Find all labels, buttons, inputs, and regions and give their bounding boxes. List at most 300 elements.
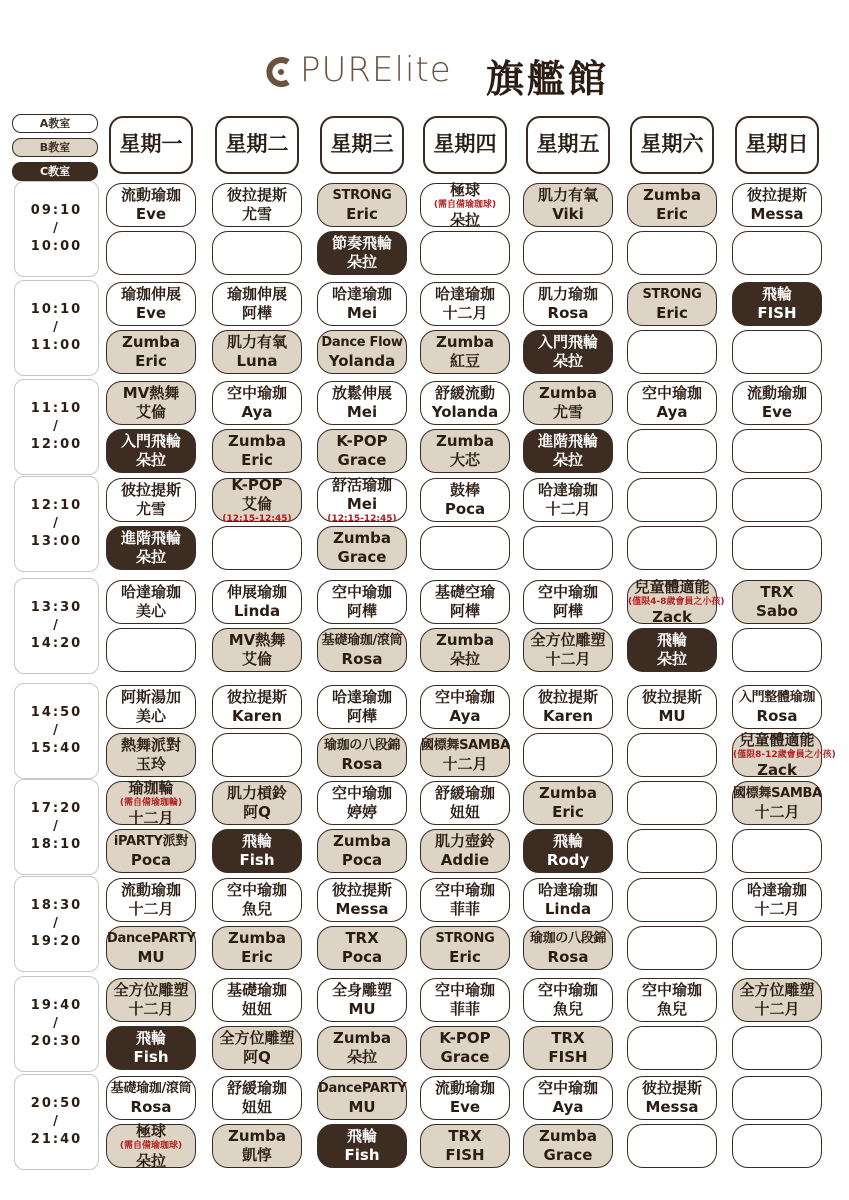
teacher-name: Rody xyxy=(546,851,590,869)
class-name: 彼拉提斯 xyxy=(537,688,598,706)
class-pill[interactable] xyxy=(212,1124,302,1168)
teacher-name: 十二月 xyxy=(754,900,800,918)
empty-slot xyxy=(732,829,822,873)
class-pill[interactable] xyxy=(420,685,510,729)
class-pill[interactable] xyxy=(317,231,407,275)
class-pill[interactable] xyxy=(212,330,302,374)
room-legend xyxy=(12,114,98,186)
class-pill[interactable] xyxy=(317,580,407,624)
class-name: 舒緩流動 xyxy=(434,384,495,402)
class-name: 哈達瑜珈 xyxy=(331,688,392,706)
teacher-name: 紅豆 xyxy=(449,352,480,370)
time-start: 11:10 xyxy=(30,401,83,416)
teacher-name: 美心 xyxy=(135,602,166,620)
teacher-name: 朵拉 xyxy=(135,548,166,566)
teacher-name: 朵拉 xyxy=(346,1048,377,1066)
class-pill[interactable] xyxy=(106,685,196,729)
class-pill[interactable] xyxy=(732,183,822,227)
class-pill[interactable] xyxy=(106,526,196,570)
class-name: 哈達瑜珈 xyxy=(537,481,598,499)
class-pill[interactable] xyxy=(317,829,407,873)
time-slot xyxy=(14,181,99,277)
time-slot xyxy=(14,779,99,875)
empty-slot xyxy=(420,526,510,570)
class-pill[interactable] xyxy=(317,429,407,473)
class-pill[interactable] xyxy=(106,330,196,374)
teacher-name: 婷婷 xyxy=(346,803,377,821)
time-end: 21:40 xyxy=(30,1132,83,1147)
teacher-name: Addie xyxy=(440,851,490,869)
empty-slot xyxy=(627,781,717,825)
class-pill[interactable] xyxy=(317,475,407,524)
teacher-name: 十二月 xyxy=(128,900,174,918)
teacher-name: Eve xyxy=(449,1098,481,1116)
class-pill[interactable] xyxy=(523,1026,613,1070)
class-name: 彼拉提斯 xyxy=(226,186,287,204)
teacher-name: 朵拉 xyxy=(552,352,583,370)
class-name: 舒緩瑜珈 xyxy=(226,1079,287,1097)
class-pill[interactable] xyxy=(106,733,196,777)
teacher-name: 阿樺 xyxy=(449,602,480,620)
class-pill[interactable] xyxy=(106,381,196,425)
teacher-name: 朵拉 xyxy=(449,650,480,668)
class-pill[interactable] xyxy=(420,733,510,777)
class-name: K-POP xyxy=(336,432,388,450)
class-pill[interactable] xyxy=(212,475,302,524)
class-pill[interactable] xyxy=(420,180,510,229)
teacher-name: 凱惇 xyxy=(241,1146,272,1164)
class-name: 熱舞派對 xyxy=(120,736,181,754)
class-name: 瑜珈伸展 xyxy=(226,285,287,303)
empty-slot xyxy=(106,628,196,672)
time-end: 15:40 xyxy=(30,741,83,756)
teacher-name: Aya xyxy=(552,1098,584,1116)
class-pill[interactable] xyxy=(106,282,196,326)
class-name: 鼓棒 xyxy=(449,481,480,499)
class-pill[interactable] xyxy=(212,1026,302,1070)
class-name: 瑜珈の八段錦 xyxy=(529,931,607,946)
time-start: 12:10 xyxy=(30,498,83,513)
class-name: 節奏飛輪 xyxy=(331,234,392,252)
class-name: 空中瑜珈 xyxy=(226,881,287,899)
class-name: 基礎瑜珈/滾筒 xyxy=(110,1081,192,1096)
class-name: 兒童體適能 xyxy=(634,577,710,596)
class-pill[interactable] xyxy=(212,429,302,473)
teacher-name: 朵拉 xyxy=(552,451,583,469)
class-name: 舒活瑜珈 xyxy=(331,475,392,494)
class-name: 飛輪 xyxy=(656,631,687,649)
teacher-name: Aya xyxy=(656,403,688,421)
empty-slot xyxy=(627,1026,717,1070)
teacher-name: 魚兒 xyxy=(241,900,272,918)
class-pill[interactable] xyxy=(523,282,613,326)
teacher-name: 玉玲 xyxy=(135,755,166,773)
teacher-name: Eric xyxy=(656,205,688,223)
class-name: 肌力槓鈴 xyxy=(226,784,287,802)
empty-slot xyxy=(627,829,717,873)
class-name: 流動瑜珈 xyxy=(746,384,807,402)
teacher-name: 魚兒 xyxy=(656,1000,687,1018)
class-name: 基礎瑜珈 xyxy=(226,981,287,999)
page-title: 旗艦館 xyxy=(486,56,610,101)
class-name: 瑜珈伸展 xyxy=(120,285,181,303)
time-end: 19:20 xyxy=(30,934,83,949)
class-pill[interactable] xyxy=(212,628,302,672)
class-name: Zumba xyxy=(332,529,392,547)
time-separator: / xyxy=(53,916,60,931)
class-pill[interactable] xyxy=(420,478,510,522)
class-name: MV熱舞 xyxy=(228,631,286,649)
class-pill[interactable] xyxy=(106,478,196,522)
empty-slot xyxy=(732,526,822,570)
class-pill[interactable] xyxy=(627,183,717,227)
class-name: 全方位雕塑 xyxy=(530,631,606,649)
class-pill[interactable] xyxy=(420,1026,510,1070)
empty-slot xyxy=(627,926,717,970)
teacher-name: Fish xyxy=(344,1146,380,1164)
class-pill[interactable] xyxy=(523,183,613,227)
class-pill[interactable] xyxy=(420,781,510,825)
class-pill[interactable] xyxy=(420,282,510,326)
class-pill[interactable] xyxy=(732,978,822,1022)
class-name: 肌力有氧 xyxy=(537,186,598,204)
class-pill[interactable] xyxy=(212,978,302,1022)
class-pill[interactable] xyxy=(627,685,717,729)
class-pill[interactable] xyxy=(732,685,822,729)
teacher-name: Eric xyxy=(552,803,584,821)
class-pill[interactable] xyxy=(317,1076,407,1120)
class-pill[interactable] xyxy=(212,183,302,227)
class-pill[interactable] xyxy=(317,330,407,374)
class-pill[interactable] xyxy=(317,978,407,1022)
class-pill[interactable] xyxy=(106,1121,196,1170)
teacher-name: Eric xyxy=(346,205,378,223)
class-pill[interactable] xyxy=(732,282,822,326)
class-pill[interactable] xyxy=(317,381,407,425)
time-separator: / xyxy=(53,320,60,335)
class-pill[interactable] xyxy=(420,580,510,624)
class-name: Zumba xyxy=(435,432,495,450)
teacher-name: 尤雪 xyxy=(552,403,583,421)
class-pill[interactable] xyxy=(212,282,302,326)
time-slot xyxy=(14,876,99,972)
class-name: 基礎空瑜 xyxy=(434,583,495,601)
class-pill[interactable] xyxy=(627,577,725,626)
class-pill[interactable] xyxy=(317,282,407,326)
teacher-name: 阿樺 xyxy=(552,602,583,620)
class-pill[interactable] xyxy=(317,1124,407,1168)
class-pill[interactable] xyxy=(212,829,302,873)
time-end: 20:30 xyxy=(30,1034,83,1049)
class-name: 彼拉提斯 xyxy=(331,881,392,899)
empty-slot xyxy=(627,231,717,275)
teacher-name: Eve xyxy=(135,205,167,223)
class-pill[interactable] xyxy=(523,1076,613,1120)
class-pill[interactable] xyxy=(106,429,196,473)
teacher-name: Grace xyxy=(337,451,387,469)
class-pill[interactable] xyxy=(212,926,302,970)
empty-slot xyxy=(732,231,822,275)
teacher-name: 尤雪 xyxy=(135,500,166,518)
class-name: 彼拉提斯 xyxy=(641,688,702,706)
class-pill[interactable] xyxy=(627,978,717,1022)
teacher-name: 朵拉 xyxy=(135,451,166,469)
empty-slot xyxy=(212,526,302,570)
class-name: Zumba xyxy=(642,186,702,204)
class-pill[interactable] xyxy=(317,526,407,570)
class-pill[interactable] xyxy=(420,1124,510,1168)
class-name: 空中瑜珈 xyxy=(537,981,598,999)
class-note: (需自備瑜珈輪) xyxy=(119,797,183,808)
class-pill[interactable] xyxy=(420,926,510,970)
class-pill[interactable] xyxy=(523,628,613,672)
class-name: 飛輪 xyxy=(761,285,792,303)
class-pill[interactable] xyxy=(317,1026,407,1070)
class-pill[interactable] xyxy=(317,878,407,922)
class-name: 飛輪 xyxy=(552,832,583,850)
class-pill[interactable] xyxy=(523,685,613,729)
class-pill[interactable] xyxy=(212,878,302,922)
empty-slot xyxy=(523,733,613,777)
class-pill[interactable] xyxy=(523,829,613,873)
teacher-name: FISH xyxy=(445,1146,485,1164)
class-name: 國標舞SAMBA xyxy=(733,786,822,801)
class-name: 流動瑜珈 xyxy=(434,1079,495,1097)
empty-slot xyxy=(106,231,196,275)
class-name: 流動瑜珈 xyxy=(120,186,181,204)
teacher-name: FISH xyxy=(548,1048,588,1066)
empty-slot xyxy=(732,1026,822,1070)
empty-slot xyxy=(732,429,822,473)
class-name: TRX xyxy=(448,1127,482,1145)
time-end: 14:20 xyxy=(30,636,83,651)
teacher-name: Zack xyxy=(757,760,797,779)
time-start: 19:40 xyxy=(30,998,83,1013)
day-header: 星期二 xyxy=(215,116,299,174)
class-pill[interactable] xyxy=(420,878,510,922)
class-name: 入門飛輪 xyxy=(120,432,181,450)
class-pill[interactable] xyxy=(627,1076,717,1120)
class-pill[interactable] xyxy=(317,183,407,227)
day-header: 星期五 xyxy=(526,116,610,174)
teacher-name: MU xyxy=(137,948,165,966)
empty-slot xyxy=(732,330,822,374)
teacher-name: Rosa xyxy=(341,755,383,773)
teacher-name: 阿Q xyxy=(243,803,271,821)
class-name: Zumba xyxy=(538,384,598,402)
class-pill[interactable] xyxy=(732,730,836,779)
class-pill[interactable] xyxy=(627,628,717,672)
teacher-name: Eric xyxy=(241,948,273,966)
teacher-name: Eve xyxy=(135,304,167,322)
class-pill[interactable] xyxy=(420,429,510,473)
teacher-name: 妞妞 xyxy=(241,1000,272,1018)
empty-slot xyxy=(627,330,717,374)
class-pill[interactable] xyxy=(523,478,613,522)
class-pill[interactable] xyxy=(106,1076,196,1120)
class-name: 肌力瑜珈 xyxy=(537,285,598,303)
class-pill[interactable] xyxy=(732,580,822,624)
class-name: 哈達瑜珈 xyxy=(746,881,807,899)
class-pill[interactable] xyxy=(106,978,196,1022)
class-pill[interactable] xyxy=(732,878,822,922)
class-pill[interactable] xyxy=(317,733,407,777)
teacher-name: Rosa xyxy=(756,707,798,725)
time-slot xyxy=(14,578,99,674)
class-pill[interactable] xyxy=(523,580,613,624)
teacher-name: Messa xyxy=(335,900,389,918)
class-name: 空中瑜珈 xyxy=(641,981,702,999)
time-separator: / xyxy=(53,516,60,531)
class-pill[interactable] xyxy=(106,183,196,227)
class-pill[interactable] xyxy=(523,926,613,970)
teacher-name: 艾倫 xyxy=(241,494,272,513)
class-pill[interactable] xyxy=(523,878,613,922)
teacher-name: 魚兒 xyxy=(552,1000,583,1018)
class-pill[interactable] xyxy=(420,1076,510,1120)
teacher-name: Poca xyxy=(444,500,486,518)
empty-slot xyxy=(627,429,717,473)
empty-slot xyxy=(212,231,302,275)
teacher-name: 阿樺 xyxy=(241,304,272,322)
class-name: 入門整體瑜珈 xyxy=(738,690,816,705)
class-pill[interactable] xyxy=(523,978,613,1022)
class-pill[interactable] xyxy=(523,1124,613,1168)
class-name: 基礎瑜珈/滾筒 xyxy=(321,633,403,648)
teacher-name: Zack xyxy=(652,607,692,626)
time-start: 18:30 xyxy=(30,898,83,913)
teacher-name: Fish xyxy=(239,851,275,869)
class-pill[interactable] xyxy=(212,580,302,624)
time-end: 18:10 xyxy=(30,837,83,852)
class-pill[interactable] xyxy=(212,1076,302,1120)
teacher-name: MU xyxy=(348,1000,376,1018)
class-pill[interactable] xyxy=(420,330,510,374)
class-pill[interactable] xyxy=(627,282,717,326)
teacher-name: 菲菲 xyxy=(449,1000,480,1018)
empty-slot xyxy=(732,478,822,522)
teacher-name: Eric xyxy=(135,352,167,370)
class-name: Zumba xyxy=(227,1127,287,1145)
time-start: 10:10 xyxy=(30,302,83,317)
class-name: 空中瑜珈 xyxy=(434,881,495,899)
class-name: Zumba xyxy=(332,832,392,850)
class-name: 肌力壺鈴 xyxy=(434,832,495,850)
teacher-name: Aya xyxy=(241,403,273,421)
teacher-name: 十二月 xyxy=(754,1000,800,1018)
class-name: 舒緩瑜珈 xyxy=(434,784,495,802)
class-pill[interactable] xyxy=(523,330,613,374)
class-name: 哈達瑜珈 xyxy=(434,285,495,303)
class-pill[interactable] xyxy=(420,628,510,672)
time-slot xyxy=(14,683,99,779)
class-name: K-POP xyxy=(439,1029,491,1047)
class-pill[interactable] xyxy=(420,978,510,1022)
teacher-name: 菲菲 xyxy=(449,900,480,918)
teacher-name: 朵拉 xyxy=(449,210,480,229)
class-note: (需自備瑜珈球) xyxy=(433,199,497,210)
class-pill[interactable] xyxy=(523,381,613,425)
teacher-name: 妞妞 xyxy=(241,1098,272,1116)
class-name: TRX xyxy=(551,1029,585,1047)
teacher-name: Eve xyxy=(761,403,793,421)
teacher-name: 艾倫 xyxy=(135,403,166,421)
empty-slot xyxy=(523,231,613,275)
class-pill[interactable] xyxy=(106,580,196,624)
class-pill[interactable] xyxy=(317,628,407,672)
teacher-name: Messa xyxy=(645,1098,699,1116)
class-pill[interactable] xyxy=(317,926,407,970)
time-start: 13:30 xyxy=(30,600,83,615)
class-name: Zumba xyxy=(538,784,598,802)
class-pill[interactable] xyxy=(212,781,302,825)
teacher-name: Eric xyxy=(656,304,688,322)
time-separator: / xyxy=(53,221,60,236)
class-note: (12:15-12:45) xyxy=(222,513,292,524)
class-name: 入門飛輪 xyxy=(537,333,598,351)
class-pill[interactable] xyxy=(420,381,510,425)
class-pill[interactable] xyxy=(106,778,196,827)
time-slot xyxy=(14,280,99,376)
day-header: 星期四 xyxy=(423,116,507,174)
teacher-name: 朵拉 xyxy=(656,650,687,668)
class-pill[interactable] xyxy=(106,878,196,922)
empty-slot xyxy=(732,1076,822,1120)
time-start: 17:20 xyxy=(30,801,83,816)
time-separator: / xyxy=(53,723,60,738)
time-start: 09:10 xyxy=(30,203,83,218)
teacher-name: Poca xyxy=(341,948,383,966)
class-pill[interactable] xyxy=(106,926,196,970)
class-name: Zumba xyxy=(121,333,181,351)
class-name: 飛輪 xyxy=(241,832,272,850)
class-pill[interactable] xyxy=(212,381,302,425)
class-pill[interactable] xyxy=(317,781,407,825)
empty-slot xyxy=(627,526,717,570)
class-pill[interactable] xyxy=(317,685,407,729)
teacher-name: 朵拉 xyxy=(135,1151,166,1170)
teacher-name: 十二月 xyxy=(754,803,800,821)
class-name: 哈達瑜珈 xyxy=(120,583,181,601)
class-pill[interactable] xyxy=(523,781,613,825)
class-pill[interactable] xyxy=(420,829,510,873)
class-note: (僅限4-8歲會員之小孩) xyxy=(628,596,725,607)
class-name: 瑜珈輪 xyxy=(128,778,174,797)
teacher-name: 十二月 xyxy=(442,755,488,773)
class-name: TRX xyxy=(345,929,379,947)
class-name: 全方位雕塑 xyxy=(219,1029,295,1047)
time-end: 10:00 xyxy=(30,239,83,254)
class-pill[interactable] xyxy=(627,381,717,425)
pure-logo-icon xyxy=(262,54,298,90)
brand-logo: PURElite xyxy=(300,50,452,90)
time-separator: / xyxy=(53,419,60,434)
class-pill[interactable] xyxy=(732,781,822,825)
class-pill[interactable] xyxy=(106,829,196,873)
teacher-name: 妞妞 xyxy=(449,803,480,821)
class-name: 全方位雕塑 xyxy=(739,981,815,999)
class-name: Zumba xyxy=(435,333,495,351)
teacher-name: Viki xyxy=(552,205,584,223)
class-pill[interactable] xyxy=(732,381,822,425)
class-note: (12:15-12:45) xyxy=(327,513,397,524)
class-name: Zumba xyxy=(538,1127,598,1145)
class-name: 空中瑜珈 xyxy=(226,384,287,402)
time-separator: / xyxy=(53,1114,60,1129)
class-pill[interactable] xyxy=(523,429,613,473)
class-pill[interactable] xyxy=(212,685,302,729)
class-pill[interactable] xyxy=(106,1026,196,1070)
